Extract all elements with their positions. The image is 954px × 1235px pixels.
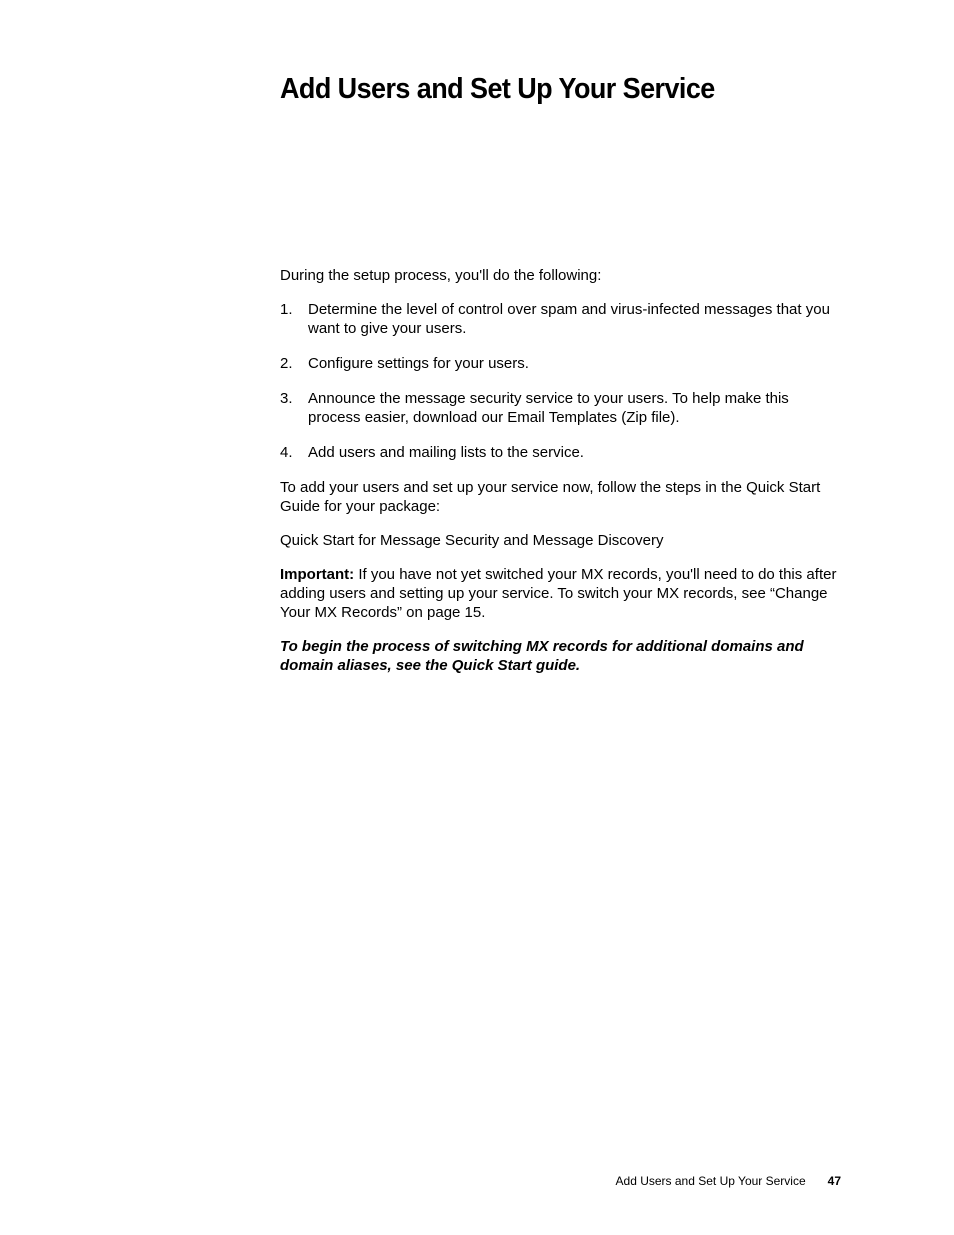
quick-start-link[interactable]: Quick Start for Message Security and Message Discovery bbox=[280, 532, 664, 549]
step-text: Add users and mailing lists to the service. bbox=[308, 444, 584, 461]
page-number: 47 bbox=[827, 1174, 841, 1188]
step-number: 4. bbox=[280, 444, 293, 461]
page-footer bbox=[616, 1174, 841, 1189]
step-text: Announce the message security service to your users. To help make this process easier, download our Email Templates (Zip file). bbox=[308, 390, 789, 426]
important-text: If you have not yet switched your MX records, you'll need to do this after adding users and setting up your service. To switch your MX records, see “Change Your MX Records” on page 15. bbox=[280, 566, 837, 621]
list-item bbox=[280, 354, 845, 373]
important-paragraph bbox=[280, 565, 845, 622]
step-text: Configure settings for your users. bbox=[308, 355, 529, 372]
important-label: Important: bbox=[280, 566, 355, 583]
step-number: 1. bbox=[280, 301, 293, 318]
footer-title: Add Users and Set Up Your Service bbox=[615, 1174, 806, 1188]
intro-paragraph: During the setup process, you'll do the following: bbox=[280, 267, 602, 284]
step-text: Determine the level of control over spam and virus-infected messages that you want to give your users. bbox=[308, 301, 830, 337]
page-body bbox=[280, 266, 845, 690]
list-item bbox=[280, 389, 845, 427]
note-paragraph: To begin the process of switching MX records for additional domains and domain aliases, see the Quick Start guide. bbox=[280, 638, 804, 674]
list-item bbox=[280, 300, 845, 338]
follow-steps-paragraph: To add your users and set up your service now, follow the steps in the Quick Start Guide for your package: bbox=[280, 479, 821, 515]
page-title: Add Users and Set Up Your Service bbox=[280, 73, 715, 105]
list-item bbox=[280, 443, 845, 462]
step-number: 2. bbox=[280, 355, 293, 372]
step-number: 3. bbox=[280, 390, 293, 407]
setup-steps-list bbox=[280, 300, 845, 462]
